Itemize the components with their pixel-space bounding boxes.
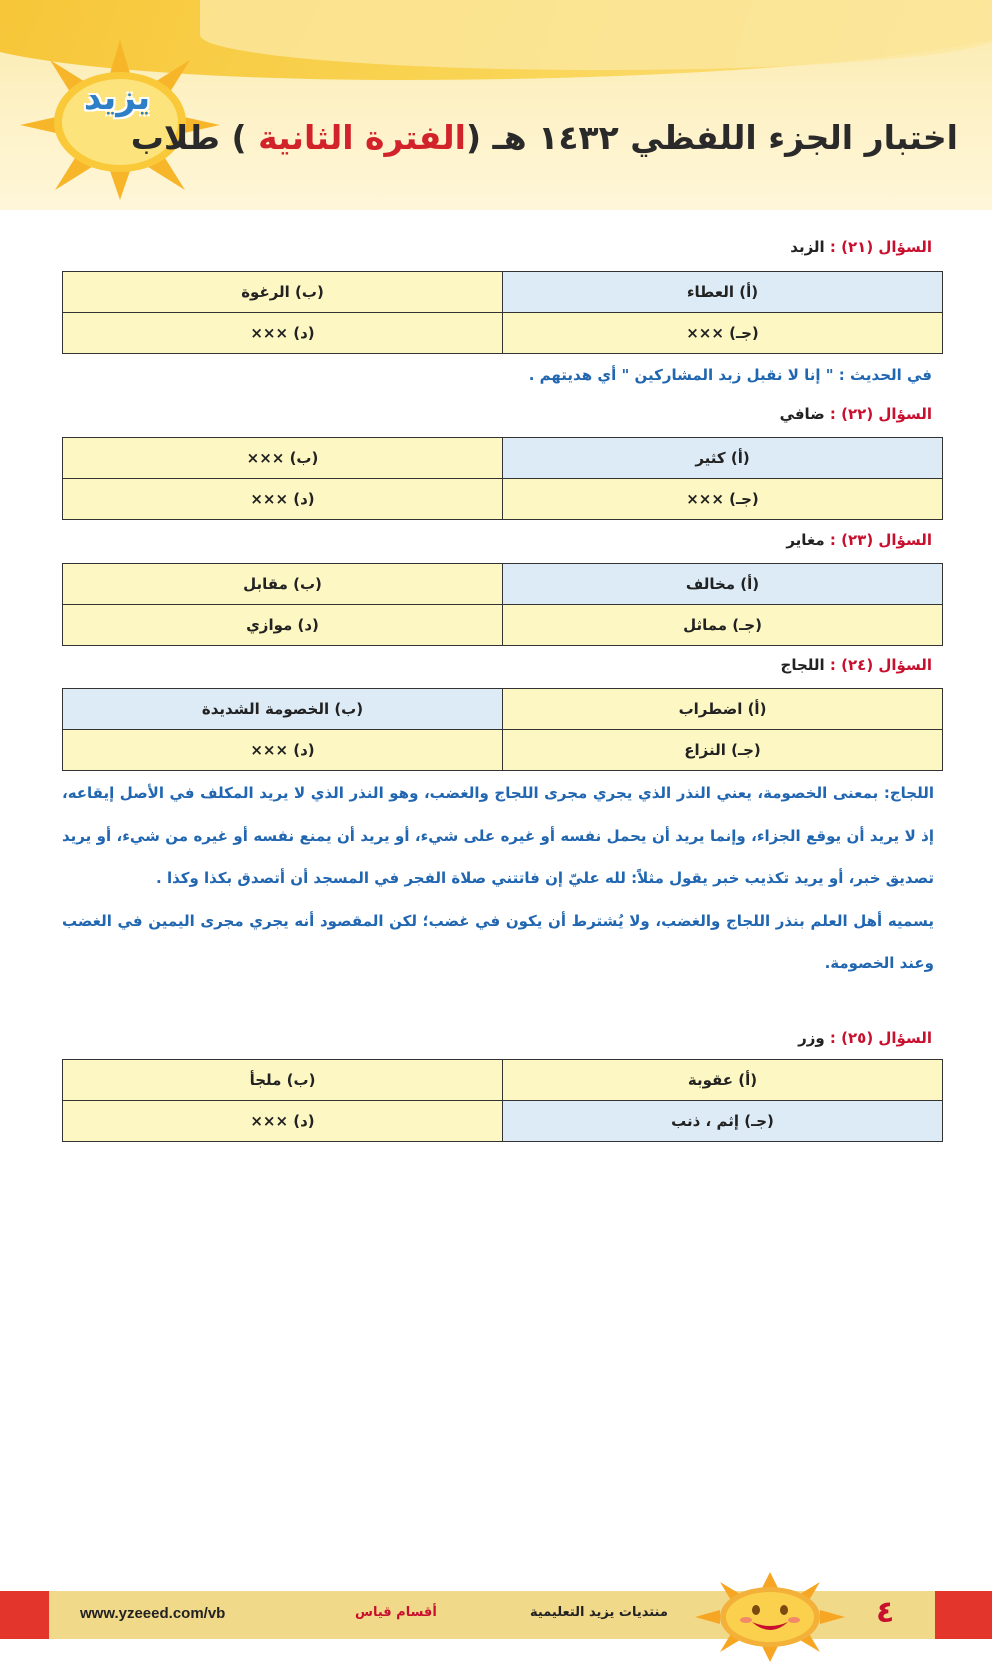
- table-row: [63, 1060, 943, 1101]
- smiling-sun-icon: [690, 1572, 850, 1662]
- option-d[interactable]: (د) موازي: [63, 605, 503, 646]
- option-c[interactable]: (جـ) النزاع: [503, 730, 943, 771]
- option-b[interactable]: (ب) الخصومة الشديدة: [63, 689, 503, 730]
- title-highlight: الفترة الثانية: [258, 118, 466, 157]
- answer-table-21: [62, 271, 943, 354]
- option-d[interactable]: (د) ×××: [63, 479, 503, 520]
- question-label: السؤال (٢٢) :: [829, 405, 932, 423]
- option-b[interactable]: (ب) ملجأ: [63, 1060, 503, 1101]
- question-21: [790, 238, 932, 256]
- option-b[interactable]: (ب) الرغوة: [63, 272, 503, 313]
- question-24: [781, 656, 932, 674]
- option-d[interactable]: (د) ×××: [63, 730, 503, 771]
- answer-table-25: [62, 1059, 943, 1142]
- question-word: ضافي: [779, 405, 830, 423]
- option-c[interactable]: (جـ) إثم ، ذنب: [503, 1101, 943, 1142]
- table-row: [63, 689, 943, 730]
- question-22: [780, 405, 932, 423]
- table-row: [63, 272, 943, 313]
- option-a[interactable]: (أ) العطاء: [503, 272, 943, 313]
- table-row: [63, 605, 943, 646]
- question-label: السؤال (٢٣) :: [829, 531, 932, 549]
- option-a[interactable]: (أ) كثير: [503, 438, 943, 479]
- question-label: السؤال (٢٥) :: [829, 1029, 932, 1047]
- explanation-q24: [62, 772, 934, 985]
- question-word: اللجاج: [780, 656, 830, 674]
- table-row: [63, 438, 943, 479]
- question-25: [798, 1029, 932, 1047]
- footer-red-left: [0, 1591, 49, 1639]
- option-d[interactable]: (د) ×××: [63, 313, 503, 354]
- question-word: وزر: [798, 1029, 830, 1047]
- question-label: السؤال (٢٤) :: [829, 656, 932, 674]
- option-a[interactable]: (أ) اضطراب: [503, 689, 943, 730]
- option-a[interactable]: (أ) مخالف: [503, 564, 943, 605]
- header-wave-light: [200, 0, 992, 70]
- option-d[interactable]: (د) ×××: [63, 1101, 503, 1142]
- option-b[interactable]: (ب) ×××: [63, 438, 503, 479]
- option-b[interactable]: (ب) مقابل: [63, 564, 503, 605]
- footer-url-link[interactable]: www.yzeeed.com/vb: [80, 1605, 226, 1622]
- option-c[interactable]: (جـ) مماثل: [503, 605, 943, 646]
- title-part2: ) طلاب: [130, 118, 259, 157]
- answer-table-24: [62, 688, 943, 771]
- page-title: [131, 118, 958, 157]
- explanation-paragraph-2: يسميه أهل العلم بنذر اللجاج والغضب، ولا يُشترط أن يكون في غضب؛ لكن المقصود أنه يجري مجرى اليمين في الغضب وعند الخصومة.: [62, 911, 934, 972]
- footer-section: أقسام قياس: [355, 1605, 437, 1620]
- option-a[interactable]: (أ) عقوبة: [503, 1060, 943, 1101]
- option-c[interactable]: (جـ) ×××: [503, 479, 943, 520]
- table-row: [63, 479, 943, 520]
- footer-forum-name: منتديات يزيد التعليمية: [530, 1605, 668, 1620]
- page-number: ٤: [876, 1595, 895, 1630]
- page-header: [0, 0, 992, 210]
- table-row: [63, 564, 943, 605]
- option-c[interactable]: (جـ) ×××: [503, 313, 943, 354]
- question-23: [786, 531, 932, 549]
- table-row: [63, 313, 943, 354]
- title-part1: اختبار الجزء اللفظي ١٤٣٢ هـ (: [465, 118, 958, 157]
- answer-table-23: [62, 563, 943, 646]
- explanation-paragraph-1: اللجاج: بمعنى الخصومة، يعني النذر الذي يجري مجرى اللجاج والغضب، وهو النذر الذي لا يريد المكلف في الأصل إيقاعه، إذ لا يريد أن يوقع الجزاء، وإنما يريد أن يحمل نفسه أو غيره على شيء، أو يريد أن يمنع نفسه أو غيره من شيء، أو يريد تصديق خبر، أو يريد تكذيب خبر يقول مثلاً: لله عليّ إن فاتتني صلاة الفجر في المسجد أن أتصدق بكذا وكذا .: [62, 784, 934, 887]
- question-word: مغاير: [786, 531, 830, 549]
- answer-table-22: [62, 437, 943, 520]
- table-row: [63, 730, 943, 771]
- note-q21: في الحديث : " إنا لا نقبل زبد المشاركين " أي هديتهم .: [528, 366, 932, 384]
- question-label: السؤال (٢١) :: [829, 238, 932, 256]
- footer-red-right: [935, 1591, 992, 1639]
- logo-text: يزيد: [83, 78, 151, 118]
- table-row: [63, 1101, 943, 1142]
- question-word: الزبد: [790, 238, 830, 256]
